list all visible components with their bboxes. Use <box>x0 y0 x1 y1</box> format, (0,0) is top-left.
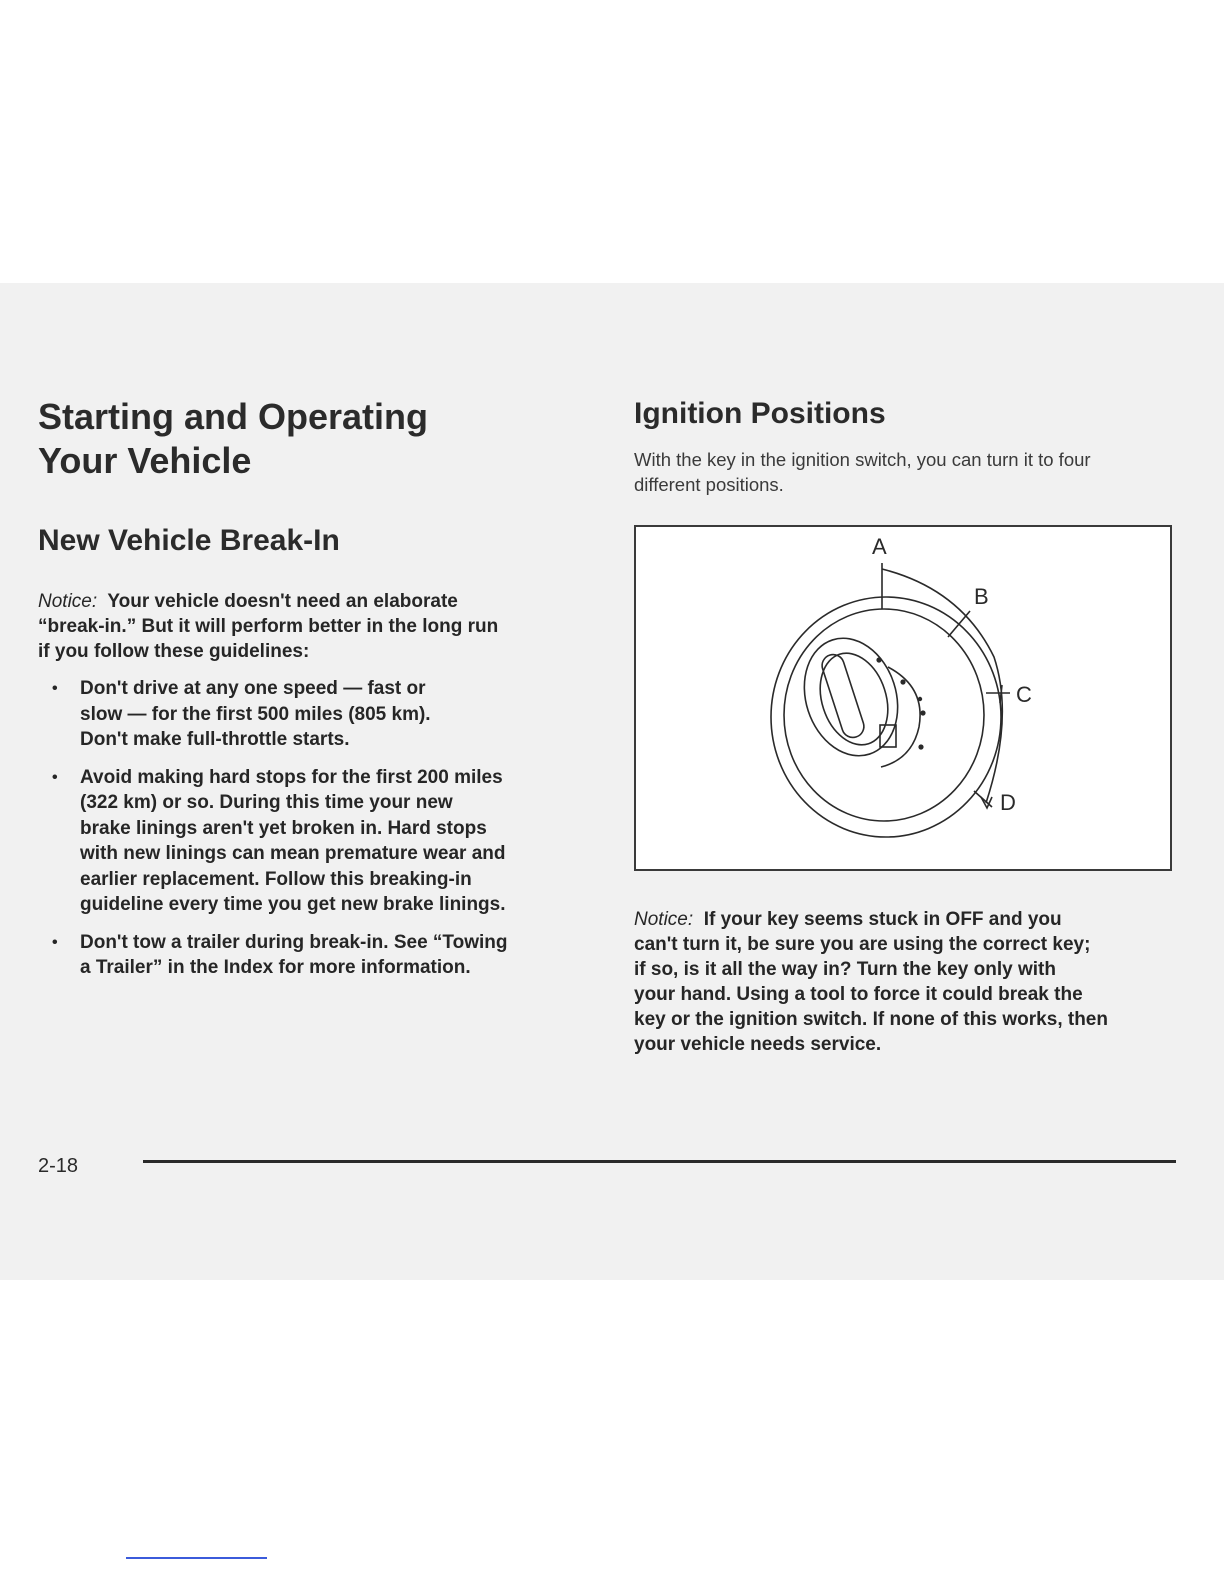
bullet-icon: • <box>52 768 58 786</box>
footer-divider <box>143 1160 1176 1163</box>
ignition-switch-illustration <box>636 527 1170 869</box>
section-title <box>38 395 583 483</box>
notice-label: Notice: <box>38 591 98 612</box>
notice-label: Notice: <box>634 909 694 930</box>
position-label-c: C <box>1016 682 1032 707</box>
ignition-intro: With the key in the ignition switch, you can turn it to four different positions. <box>634 449 1091 495</box>
break-in-heading: New Vehicle Break-In <box>38 524 340 557</box>
switch-bezel-inner <box>784 609 984 821</box>
section-title-line-2: Your Vehicle <box>38 440 252 481</box>
bullet-icon: • <box>52 680 58 697</box>
ignition-notice: Notice: If your key seems stuck in OFF and you can't turn it, be sure you are using the correct key; if so, is it all the way in? Turn the key only with your hand. Using a tool to force it could break the key or the ignition switch. If none of this works, then your vehicle needs service. <box>634 907 1179 1057</box>
notice-line-2: “break-in.” But it will perform better in the long run <box>38 616 499 637</box>
notice-line-1: Notice: Your vehicle doesn't need an elaborate <box>38 591 458 612</box>
position-label-b: B <box>974 584 989 609</box>
ignition-positions-heading: Ignition Positions <box>634 397 886 430</box>
list-item: • Don't tow a trailer during break-in. See “Towing a Trailer” in the Index for more information. <box>52 931 508 978</box>
position-label-a: A <box>872 534 887 559</box>
switch-bezel-outer <box>771 597 1001 837</box>
notice-line-3: if you follow these guidelines: <box>38 641 310 662</box>
position-label-d: D <box>1000 790 1016 815</box>
notice-line-1: Notice: If your key seems stuck in OFF and you <box>634 909 1062 930</box>
page-number: 2-18 <box>38 1155 79 1177</box>
break-in-notice <box>38 589 583 664</box>
section-title-line-1: Starting and Operating <box>38 396 429 437</box>
list-item: • Don't drive at any one speed — fast or slow — for the first 500 miles (805 km). Don't make full-throttle starts. <box>52 678 431 750</box>
left-column <box>38 395 583 993</box>
bullet-icon: • <box>52 933 58 951</box>
position-b-tick <box>948 611 970 637</box>
link-underline[interactable] <box>126 1557 267 1559</box>
list-item: • Avoid making hard stops for the first 200 miles (322 km) or so. During this time your new brake linings aren't yet broken in. Hard stops with new linings can mean premature wear and earlier replacement. Follow this breaking-in guideline every time you get new brake linings. <box>52 766 506 915</box>
ignition-switch-figure <box>634 525 1172 871</box>
break-in-guidelines-list <box>38 676 583 981</box>
right-column <box>634 395 1179 1057</box>
